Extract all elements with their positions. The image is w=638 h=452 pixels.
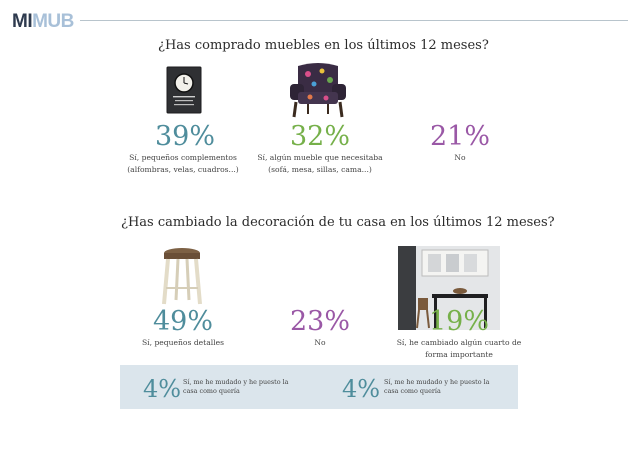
band-1-percent: 4% (143, 375, 182, 403)
stat-2-3-caption: Sí, he cambiado algún cuarto de forma importante (396, 338, 522, 359)
question-2: ¿Has cambiado la decoración de tu casa en los últimos 12 meses? (121, 215, 555, 230)
stat-2-2-caption: No (314, 338, 326, 347)
stat-2-1-caption: Sí, pequeños detalles (141, 338, 224, 347)
band-2-caption: Sí, me he mudado y he puesto la casa como quería (384, 378, 490, 395)
logo-part-mub: MUB (32, 11, 74, 32)
stool-icon (158, 246, 206, 306)
stat-1-3-percent: 21% (429, 121, 490, 152)
question-1: ¿Has comprado muebles en los últimos 12 meses? (158, 38, 489, 53)
stat-1-1-caption: Sí, pequeños complementos (alfombras, velas, cuadros...) (127, 153, 239, 174)
brand-logo (12, 11, 74, 33)
stat-1-2-percent: 32% (289, 121, 350, 152)
stat-2-3-percent: 19% (428, 306, 489, 337)
logo-part-mi: MI (12, 11, 33, 32)
stat-1-3-caption: No (454, 153, 466, 162)
band-1-caption: Sí, me he mudado y he puesto la casa como quería (183, 378, 289, 395)
stat-1-2-caption: Sí, algún mueble que necesitaba (sofá, mesa, sillas, cama...) (257, 153, 383, 174)
stat-2-1-percent: 49% (152, 306, 213, 337)
band-2-percent: 4% (342, 375, 381, 403)
armchair-icon (288, 62, 348, 118)
clock-chalkboard-icon (166, 66, 202, 114)
stat-1-1-percent: 39% (154, 121, 215, 152)
stat-2-2-percent: 23% (289, 306, 350, 337)
header-divider (80, 20, 628, 21)
